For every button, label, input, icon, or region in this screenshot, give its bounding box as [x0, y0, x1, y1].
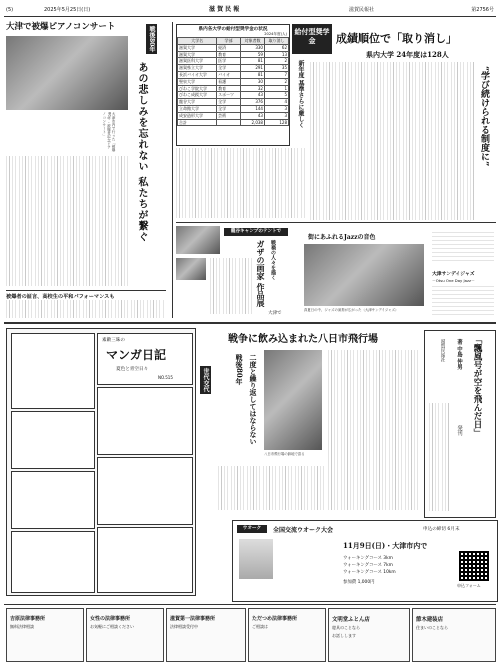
table-row	[178, 51, 289, 58]
elderly-man-photo	[264, 350, 322, 450]
table-cell: 330	[240, 44, 264, 51]
table-header-row	[178, 38, 289, 45]
table-cell: 医学	[217, 58, 241, 65]
table-cell: 13	[264, 51, 288, 58]
col-header: 取り消し	[264, 38, 288, 45]
gaza-article	[176, 226, 288, 318]
table-row	[178, 44, 289, 51]
table-cell: 3	[264, 112, 288, 119]
table-cell: 59	[240, 51, 264, 58]
table-cell: 滋賀県立大学	[178, 65, 217, 72]
table-row	[178, 78, 289, 85]
airfield-body-text	[328, 350, 418, 510]
jazz-title: 街にあふれるJazzの音色	[308, 234, 376, 241]
manga-panel	[11, 531, 95, 593]
walk-fee: 参加費 1,000円	[343, 580, 375, 585]
table-cell: 291	[240, 65, 264, 72]
piano-body-text-2	[6, 300, 166, 318]
col-header: 大学名	[178, 38, 217, 45]
piano-vertical-headline: あの悲しみを忘れない 私たちが繋ぐ	[136, 62, 147, 243]
gaza-sub: 戦禍の人々を描く	[270, 240, 276, 280]
jazz-body-text	[432, 232, 494, 264]
table-cell: びわこ学院大学	[178, 85, 217, 92]
airfield-side-label: 戦後80年	[235, 354, 244, 385]
issue-number: 第2756号	[471, 7, 494, 13]
ad-law-office-4[interactable]	[248, 608, 326, 662]
table-cell: 合計	[178, 119, 217, 126]
scholarship-side-head: 新年度 基準さらに厳しく	[297, 60, 304, 129]
table-cell: 81	[240, 58, 264, 65]
book-publisher: 滋賀民報社	[440, 339, 445, 362]
table-row	[178, 65, 289, 72]
scholarship-table	[177, 37, 289, 126]
table-cell: 1	[264, 85, 288, 92]
piano-body-text	[6, 156, 130, 286]
scholarship-body-text	[310, 62, 474, 220]
ad-name: 女性の法律事務所	[90, 616, 131, 622]
manga-panel	[97, 527, 193, 593]
manga-number: NO.515	[158, 375, 173, 380]
piano-title: 大津で被爆ピアノコンサート	[6, 22, 116, 32]
gaza-body-text	[210, 258, 254, 314]
table-cell: 全学	[217, 99, 241, 106]
table-cell: 32	[240, 85, 264, 92]
book-box	[424, 330, 496, 518]
scholarship-badge: 給付型奨学金	[292, 24, 332, 54]
ad-name: 文明堂ふとん店	[332, 617, 370, 623]
table-row	[178, 99, 289, 106]
table-cell: 看護	[217, 78, 241, 85]
walk-event-box	[232, 520, 498, 602]
table-cell: 滋賀大学	[178, 51, 217, 58]
table-cell: 81	[240, 71, 264, 78]
page-number: (5)	[6, 7, 14, 13]
airfield-body-text-2	[218, 466, 324, 510]
table-subtitle: 2024年度(人)	[264, 32, 287, 36]
scholarship-quote: “学び続けられる制度に”	[479, 66, 489, 167]
table-cell: 30	[240, 78, 264, 85]
paper-name: 滋 賀 民 報	[209, 6, 240, 13]
gaza-vertical-title: ガザの画家 作品展	[256, 240, 266, 307]
table-cell: 龍谷大学	[178, 99, 217, 106]
table-cell: 376	[240, 99, 264, 106]
piano-caption: 大津市内で行った「被爆80年・被爆者記念ピアノコンサート」	[102, 112, 116, 152]
airfield-vertical-sub: 二度と繰り返してはならない	[249, 354, 258, 445]
manga-panel	[11, 411, 95, 469]
ad-name: 吉原法律事務所	[10, 616, 46, 622]
table-cell: スポーツ	[217, 92, 241, 99]
column-tag: 世代交代	[202, 368, 209, 392]
book-body-text	[429, 403, 451, 511]
table-cell: 滋賀医科大学	[178, 58, 217, 65]
manga-panel	[97, 387, 193, 455]
table-title: 県内各大学の給付型奨学金の状況	[198, 27, 268, 32]
table-cell: 144	[240, 105, 264, 112]
manga-panel	[97, 457, 193, 525]
table-cell: 128	[264, 119, 288, 126]
ad-futon-shop[interactable]	[328, 608, 410, 662]
table-cell: 62	[264, 44, 288, 51]
table-row	[178, 71, 289, 78]
ad-construction[interactable]	[412, 608, 496, 662]
table-cell: 2	[264, 58, 288, 65]
table-cell: 全学	[217, 105, 241, 112]
table-cell: 長浜バイオ大学	[178, 71, 217, 78]
walk-badge: ウオーク	[237, 525, 267, 533]
table-cell: 2	[264, 78, 288, 85]
table-cell: 43	[240, 112, 264, 119]
table-cell: 教育	[217, 51, 241, 58]
section-rule	[176, 222, 496, 223]
piano-subhead: 被爆者の証言、高校生の平和パフォーマンスも	[6, 290, 166, 300]
manga-subtitle: 夏色と青空日々	[116, 367, 149, 372]
airfield-article	[198, 326, 420, 516]
scholarship-table-box	[176, 24, 290, 146]
ad-sub: 住まいのことなら	[416, 625, 448, 630]
walk-course-3: ウォーキングコース 10km	[343, 570, 396, 575]
walk-apply: 申込の締切 6月末	[423, 527, 460, 532]
ad-label: お話しします	[332, 633, 356, 638]
ad-sub: 無料法律相談	[10, 624, 34, 629]
table-cell: 芸術	[217, 112, 241, 119]
ad-name: 節木建装店	[416, 617, 443, 623]
piano-article	[6, 22, 170, 318]
table-cell	[217, 119, 241, 126]
table-cell: 全学	[217, 65, 241, 72]
walk-title: 全国交流ウオーク大会	[273, 527, 334, 534]
piano-side-label: 戦後80年	[148, 26, 155, 53]
scholarship-body-text-2	[176, 148, 306, 218]
ad-name: 滋賀第一法律事務所	[170, 616, 216, 622]
table-cell: 立命館大学	[178, 105, 217, 112]
ad-sub: お気軽にご相談ください	[90, 624, 134, 629]
book-note: 発刊	[456, 425, 462, 436]
ad-sub: 法律相談受付中	[170, 624, 198, 629]
col-header: 学部	[217, 38, 241, 45]
ad-law-office-3[interactable]	[166, 608, 246, 662]
table-row	[178, 58, 289, 65]
table-cell: 35	[264, 65, 288, 72]
table-cell: 経済	[217, 44, 241, 51]
gaza-photo-2	[176, 258, 206, 280]
qr-code-icon[interactable]	[459, 551, 489, 581]
walk-photo	[239, 539, 273, 579]
walk-course-1: ウォーキングコース 3km	[343, 556, 393, 561]
jazz-caption: 真夏日の中、ジャズの演奏が広がった（大津サンデイジャズ）	[304, 308, 399, 312]
manga-title-box	[97, 333, 193, 385]
manga-diary	[6, 328, 196, 596]
table-cell: びわこ成蹊大学	[178, 92, 217, 99]
scholarship-subheadline: 県内大学 24年度は128人	[366, 50, 449, 59]
table-cell: 成安造形大学	[178, 112, 217, 119]
table-cell: 5	[264, 92, 288, 99]
book-author: 著 中島 仲男	[456, 339, 462, 370]
table-row	[178, 85, 289, 92]
jazz-side-sub: －Otsu One Day Jazz－	[432, 278, 475, 283]
gaza-place: 大津で	[268, 311, 282, 316]
table-cell: 4	[264, 99, 288, 106]
jazz-side-title: 大津サンデイジャズ	[432, 271, 475, 277]
table-row	[178, 112, 289, 119]
manga-title: マンガ日記	[106, 348, 167, 362]
table-cell: 43	[240, 92, 264, 99]
publisher: 滋賀民報社	[349, 7, 375, 13]
table-row	[178, 92, 289, 99]
column-rule	[172, 22, 173, 318]
table-cell: 7	[264, 71, 288, 78]
table-cell: 滋賀大学	[178, 44, 217, 51]
ad-rule	[4, 604, 496, 605]
gaza-photo	[176, 226, 220, 254]
page-date: 2025年5月25日(日)	[44, 7, 91, 13]
page-header	[4, 4, 496, 17]
book-title: 「飄風号が空を飛んだ日」	[472, 335, 482, 437]
table-row	[178, 105, 289, 112]
qr-label: 申込フォーム	[457, 583, 481, 588]
table-cell: 3	[264, 105, 288, 112]
col-header: 対象者数	[240, 38, 264, 45]
ad-law-office-1[interactable]	[6, 608, 84, 662]
table-cell: 2,038	[240, 119, 264, 126]
table-cell: バイオ	[217, 71, 241, 78]
ad-sub: 寝具のことなら	[332, 625, 360, 630]
manga-panel	[11, 333, 95, 409]
gaza-badge: 龍谷キャンプのテントで	[224, 228, 288, 236]
table-row	[178, 119, 289, 126]
ad-name: ただつめ法律事務所	[252, 616, 298, 622]
jazz-photo	[304, 244, 424, 306]
airfield-caption: 八日市飛行場の跡地で語る	[264, 452, 305, 456]
manga-panel	[11, 471, 95, 529]
mid-rule	[4, 322, 496, 324]
table-cell: 聖泉大学	[178, 78, 217, 85]
scholarship-headline: 成績順位で「取り消し」	[336, 32, 457, 45]
manga-byline: 素敵三昧の	[102, 338, 125, 343]
jazz-article	[292, 226, 496, 318]
ad-law-office-2[interactable]	[86, 608, 164, 662]
walk-date: 11月9日(日)・大津市内で	[343, 541, 428, 550]
walk-course-2: ウォーキングコース 7km	[343, 563, 393, 568]
concert-photo	[6, 36, 128, 110]
jazz-body-text-2	[432, 286, 494, 316]
ad-sub: ご相談は	[252, 624, 268, 629]
airfield-headline: 戦争に飲み込まれた八日市飛行場	[228, 334, 378, 345]
table-cell: 教育	[217, 85, 241, 92]
